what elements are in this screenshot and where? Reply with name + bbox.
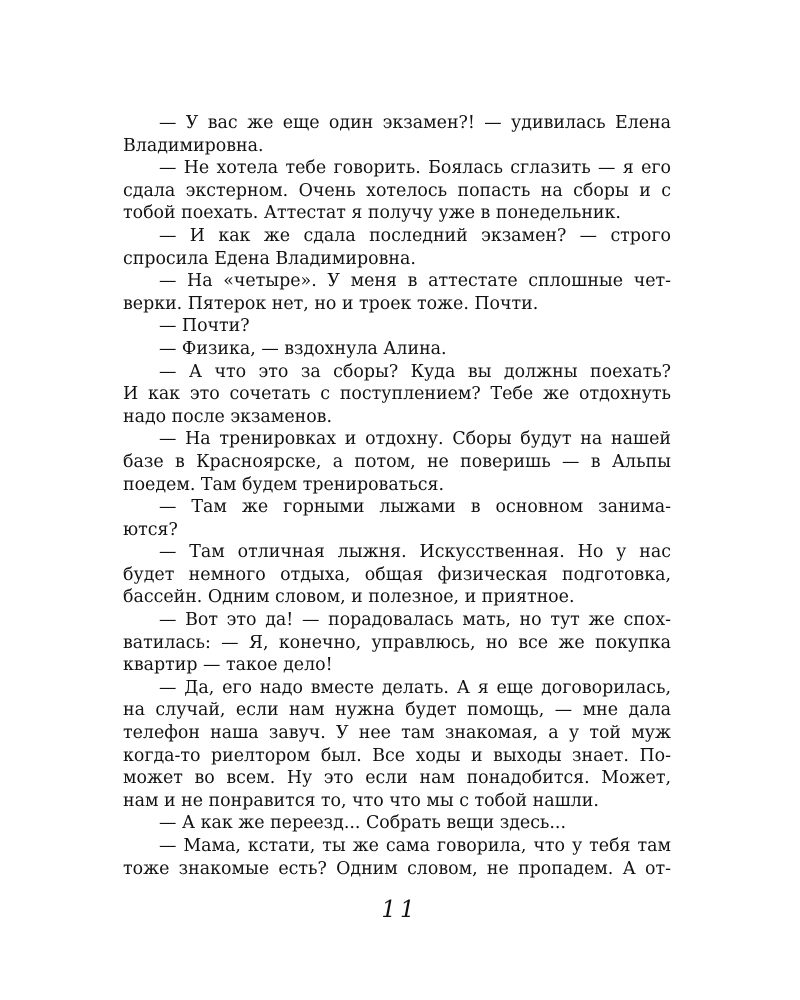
text-line: надо после экзаменов.: [123, 406, 332, 427]
text-line: — Вот это да! — порадовалась мать, но тут же спох-: [159, 610, 671, 631]
text-line: — Да, его надо вместе делать. А я еще договорилась,: [159, 677, 671, 698]
text-line: — На тренировках и отдохну. Сборы будут на нашей: [159, 429, 671, 450]
text-line: базе в Красноярске, а потом, не поверишь — в Альпы: [123, 451, 671, 472]
text-line: — Почти?: [159, 316, 250, 337]
text-line: — Там отличная лыжня. Искусственная. Но у нас: [159, 542, 671, 563]
text-line: — А что это за сборы? Куда вы должны поехать?: [159, 361, 671, 382]
text-line: бассейн. Одним словом, и полезное, и приятное.: [123, 587, 575, 608]
text-line: нам и не понравится то, что что мы с тобой нашли.: [123, 790, 599, 811]
text-line: спросила Едена Владимировна.: [123, 248, 416, 269]
text-line: — Не хотела тебе говорить. Боялась сглазить — я его: [159, 158, 671, 179]
text-line: — А как же переезд... Собрать вещи здесь...: [159, 813, 566, 834]
text-line: — Там же горными лыжами в основном занима-: [159, 497, 671, 518]
text-line: телефон наша завуч. У нее там знакомая, а у той муж: [123, 723, 671, 744]
text-line: может во всем. Ну это если нам понадобится. Может,: [123, 768, 671, 789]
text-line: ются?: [123, 519, 178, 540]
text-line: когда-то риелтором был. Все ходы и выходы знает. По-: [123, 745, 671, 766]
text-line: ватилась: — Я, конечно, управлюсь, но все же покупка: [123, 632, 671, 653]
text-line: квартир — такое дело!: [123, 655, 333, 676]
text-line: И как это сочетать с поступлением? Тебе же отдохнуть: [123, 384, 671, 405]
text-line: тобой поехать. Аттестат я получу уже в понедельник.: [123, 203, 621, 224]
text-line: — Физика, — вздохнула Алина.: [159, 338, 447, 359]
text-line: сдала экстерном. Очень хотелось попасть на сборы и с: [123, 180, 671, 201]
body-text: [123, 112, 671, 880]
text-line: Владимировна.: [123, 135, 264, 156]
text-line: — Мама, кстати, ты же сама говорила, что у тебя там: [159, 836, 671, 856]
text-line: будет немного отдыха, общая физическая подготовка,: [123, 564, 671, 585]
text-line: верки. Пятерок нет, но и троек тоже. Почти.: [123, 293, 539, 314]
text-line: тоже знакомые есть? Одним словом, не пропадем. А от-: [123, 858, 671, 879]
text-line: — На «четыре». У меня в аттестате сплошные чет-: [159, 271, 671, 292]
text-line: — У вас же еще один экзамен?! — удивилась Елена: [159, 113, 671, 133]
text-line: поедем. Там будем тренироваться.: [123, 474, 445, 495]
text-line: на случай, если нам нужна будет помощь, — мне дала: [123, 700, 671, 721]
page-number: 11: [381, 897, 419, 923]
text-line: — И как же сдала последний экзамен? — строго: [159, 225, 671, 246]
